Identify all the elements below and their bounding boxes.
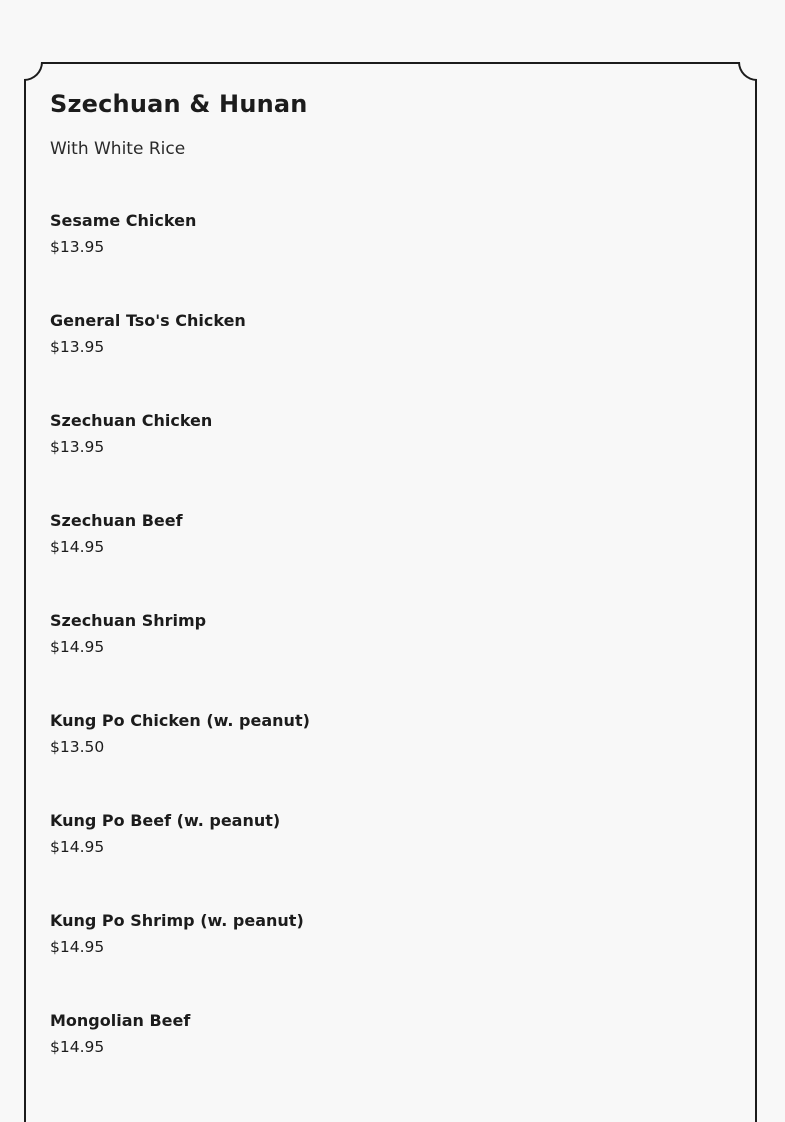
section-title: Szechuan & Hunan xyxy=(50,90,308,118)
menu-item-price: $13.95 xyxy=(50,438,105,456)
menu-item xyxy=(50,611,310,711)
decorative-corner-right xyxy=(738,62,757,81)
menu-item-name: Sesame Chicken xyxy=(50,211,197,230)
menu-item xyxy=(50,211,310,311)
menu-item-price: $14.95 xyxy=(50,1038,105,1056)
menu-item-price: $14.95 xyxy=(50,838,105,856)
menu-item xyxy=(50,811,310,911)
menu-item xyxy=(50,411,310,511)
menu-item-name: Szechuan Chicken xyxy=(50,411,213,430)
menu-item-price: $14.95 xyxy=(50,538,105,556)
menu-item-list xyxy=(50,211,310,1111)
menu-item-price: $13.50 xyxy=(50,738,105,756)
section-subtitle: With White Rice xyxy=(50,139,186,159)
menu-item-name: Kung Po Beef (w. peanut) xyxy=(50,811,281,830)
menu-item xyxy=(50,511,310,611)
menu-item xyxy=(50,311,310,411)
menu-item-name: Mongolian Beef xyxy=(50,1011,191,1030)
menu-item-price: $13.95 xyxy=(50,238,105,256)
decorative-corner-left xyxy=(24,62,43,81)
menu-item xyxy=(50,911,310,1011)
menu-item-price: $14.95 xyxy=(50,938,105,956)
menu-card xyxy=(24,62,757,1122)
menu-item xyxy=(50,1011,310,1111)
menu-item-price: $14.95 xyxy=(50,638,105,656)
menu-item-name: General Tso's Chicken xyxy=(50,311,246,330)
menu-item-name: Kung Po Chicken (w. peanut) xyxy=(50,711,310,730)
menu-item-name: Kung Po Shrimp (w. peanut) xyxy=(50,911,304,930)
menu-item xyxy=(50,711,310,811)
menu-item-price: $13.95 xyxy=(50,338,105,356)
menu-item-name: Szechuan Shrimp xyxy=(50,611,207,630)
menu-item-name: Szechuan Beef xyxy=(50,511,183,530)
